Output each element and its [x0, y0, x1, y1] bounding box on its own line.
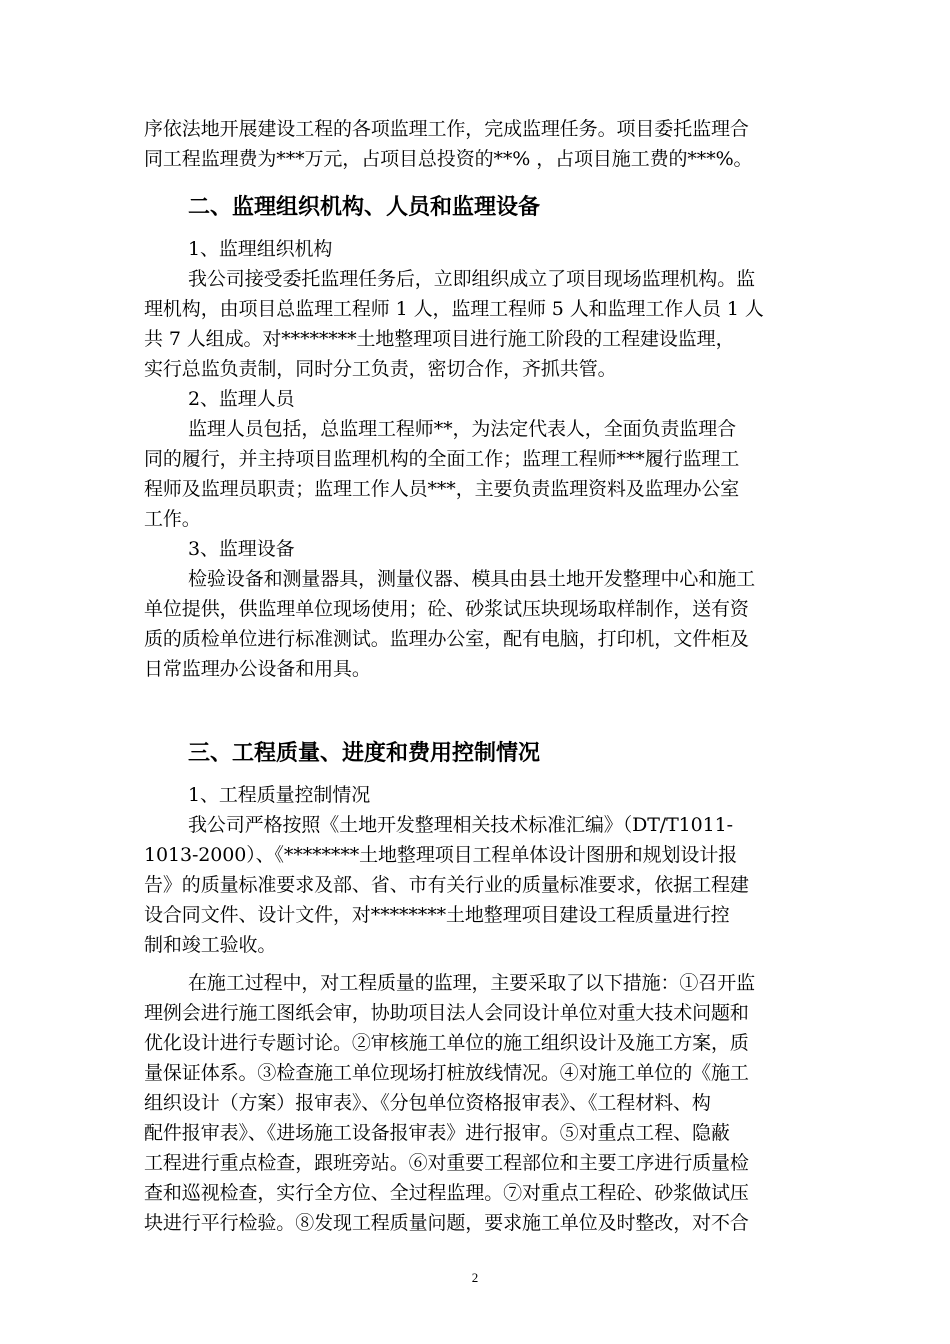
body-text-line: 同工程监理费为***万元，占项目总投资的**% ，占项目施工费的***%。	[144, 148, 753, 170]
body-text-line: 设合同文件、设计文件，对********土地整理项目建设工程质量进行控	[144, 904, 730, 926]
body-text-line: 单位提供，供监理单位现场使用；砼、砂浆试压块现场取样制作，送有资	[144, 598, 749, 620]
body-text-line: 配件报审表》、《进场施工设备报审表》进行报审。⑤对重点工程、隐蔽	[144, 1122, 730, 1144]
body-text-line: 我公司严格按照《土地开发整理相关技术标准汇编》（DT/T1011-	[188, 814, 733, 836]
document-body	[144, 114, 809, 1238]
body-text-line: 告》的质量标准要求及部、省、市有关行业的质量标准要求，依据工程建	[144, 874, 749, 896]
body-text-line: 质的质检单位进行标准测试。监理办公室，配有电脑，打印机，文件柜及	[144, 628, 749, 650]
subsection-title: 2、监理人员	[188, 388, 295, 410]
body-text-line: 共 7 人组成。对********土地整理项目进行施工阶段的工程建设监理，	[144, 328, 735, 350]
body-text-line: 同的履行，并主持项目监理机构的全面工作；监理工程师***履行监理工	[144, 448, 740, 470]
section-heading-3: 三、工程质量、进度和费用控制情况	[188, 740, 541, 766]
subsection-title: 3、监理设备	[188, 538, 295, 560]
page-number: 2	[471, 1270, 479, 1285]
body-text-line: 检验设备和测量器具，测量仪器、模具由县土地开发整理中心和施工	[188, 568, 756, 590]
body-text-line: 监理人员包括，总监理工程师**，为法定代表人，全面负责监理合	[188, 418, 737, 440]
body-text-line: 序依法地开展建设工程的各项监理工作，完成监理任务。项目委托监理合	[144, 118, 749, 140]
subsection-title: 1、工程质量控制情况	[188, 784, 371, 806]
body-text-line: 制和竣工验收。	[144, 934, 277, 956]
body-text-line: 量保证体系。③检查施工单位现场打桩放线情况。④对施工单位的《施工	[144, 1062, 749, 1084]
body-text-line: 工作。	[144, 508, 201, 530]
body-text-line: 实行总监负责制，同时分工负责，密切合作，齐抓共管。	[144, 358, 617, 380]
body-text-line: 程师及监理员职责；监理工作人员***，主要负责监理资料及监理办公室	[144, 478, 740, 500]
body-text-line: 理例会进行施工图纸会审，协助项目法人会同设计单位对重大技术问题和	[144, 1002, 749, 1024]
body-text-line: 工程进行重点检查，跟班旁站。⑥对重要工程部位和主要工序进行质量检	[144, 1152, 749, 1174]
body-text-line: 我公司接受委托监理任务后，立即组织成立了项目现场监理机构。监	[188, 268, 756, 290]
body-text-line: 查和巡视检查，实行全方位、全过程监理。⑦对重点工程砼、砂浆做试压	[144, 1182, 749, 1204]
body-text-line: 在施工过程中，对工程质量的监理，主要采取了以下措施：①召开监	[188, 972, 756, 994]
subsection-title: 1、监理组织机构	[188, 238, 333, 260]
body-text-line: 优化设计进行专题讨论。②审核施工单位的施工组织设计及施工方案，质	[144, 1032, 749, 1054]
body-text-line: 块进行平行检验。⑧发现工程质量问题，要求施工单位及时整改，对不合	[144, 1212, 749, 1234]
paragraph-gap	[144, 684, 809, 728]
body-text-line: 理机构，由项目总监理工程师 1 人，监理工程师 5 人和监理工作人员 1 人	[144, 298, 764, 320]
section-heading-2: 二、监理组织机构、人员和监理设备	[188, 194, 541, 220]
body-text-line: 组织设计（方案）报审表》、《分包单位资格报审表》、《工程材料、构	[144, 1092, 711, 1114]
body-text-line: 日常监理办公设备和用具。	[144, 658, 371, 680]
body-text-line: 1013-2000）、《********土地整理项目工程单体设计图册和规划设计报	[144, 844, 738, 866]
